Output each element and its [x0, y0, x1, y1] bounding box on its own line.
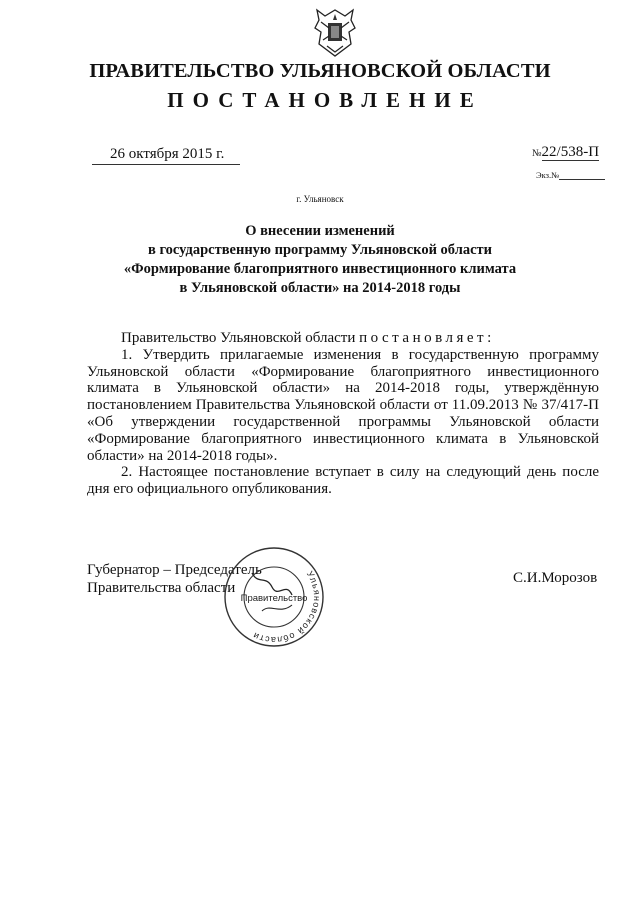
heading-line: О внесении изменений [245, 223, 395, 239]
signatory-name: С.И.Морозов [513, 570, 598, 586]
svg-text:Ульяновской области [251, 569, 322, 645]
document-date: 26 октября 2015 г. [110, 146, 225, 162]
copy-number-blank [559, 179, 605, 180]
government-title: ПРАВИТЕЛЬСТВО УЛЬЯНОВСКОЙ ОБЛАСТИ [89, 60, 551, 82]
document-heading [0, 222, 640, 298]
copy-number [536, 170, 605, 180]
official-seal-stamp [222, 545, 326, 649]
position-line: Правительства области [87, 580, 236, 596]
paragraph-item-1: 1. Утвердить прилагаемые изменения в государственную программу Ульяновской области «Формирование благоприятного инвестиционного климата в Ульяновской области» на 2014-2018 годы, утверждённую постановлением Правительства Ульяновской области от 11.09.2013 № 37/417-П «Об утверждении государственной программы Ульяновской области «Формирование благоприятного инвестиционного климата в Ульяновской области» на 2014-2018 годы». [87, 346, 599, 464]
coat-of-arms-emblem [311, 6, 359, 60]
city: г. Ульяновск [296, 194, 344, 204]
seal-center-text: Правительство [240, 593, 308, 604]
lead-prefix: Правительство Ульяновской области [121, 330, 360, 346]
document-number [532, 144, 599, 161]
number-sign: № [532, 148, 542, 159]
document-type: ПОСТАНОВЛЕНИЕ [167, 88, 483, 112]
date-underline [92, 164, 240, 165]
heading-line: в государственную программу Ульяновской области [147, 242, 492, 258]
number-value: 22/538-П [541, 144, 600, 160]
lead-verb: постановляет: [359, 330, 495, 346]
document-body [87, 330, 599, 498]
paragraph-item-2: 2. Настоящее постановление вступает в силу на следующий день после дня его официального опубликования. [87, 464, 599, 498]
position-line: Губернатор – Председатель [87, 562, 262, 578]
seal-ring-text: Ульяновской области [250, 569, 323, 646]
resolution-lead [87, 330, 599, 347]
heading-line: «Формирование благоприятного инвестиционного климата [123, 261, 517, 277]
heading-line: в Ульяновской области» на 2014-2018 годы [179, 280, 461, 296]
copy-label: Экз.№ [536, 170, 560, 180]
